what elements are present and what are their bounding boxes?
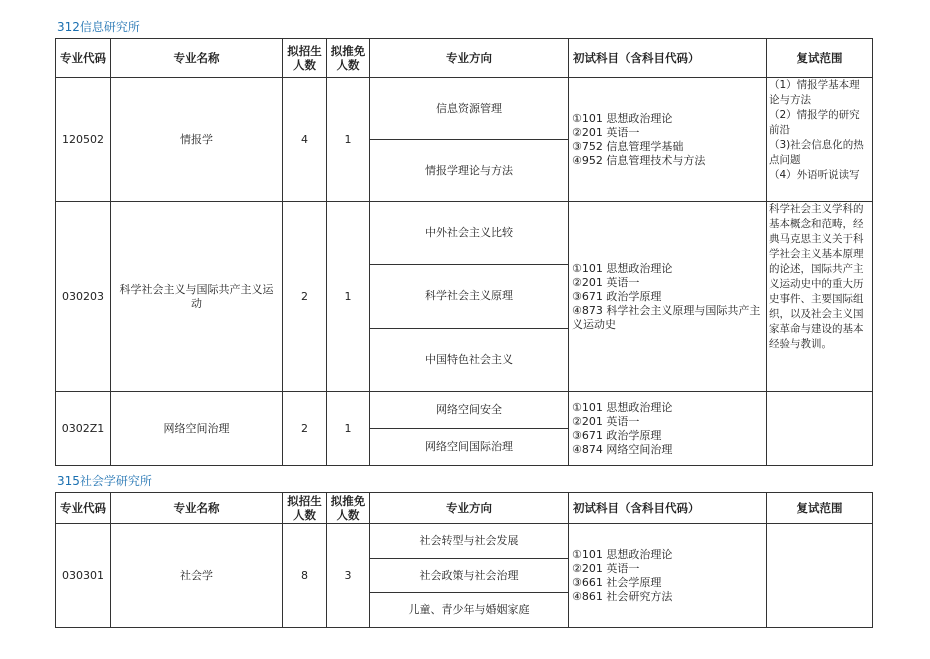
program-code: 030203 — [56, 202, 111, 392]
exam-subjects — [569, 524, 767, 628]
program-name: 科学社会主义与国际共产主义运动 — [111, 202, 283, 392]
program-table — [55, 492, 873, 628]
header-direction: 专业方向 — [370, 39, 569, 78]
direction-item: 中外社会主义比较 — [425, 226, 513, 240]
header-direction: 专业方向 — [370, 493, 569, 524]
program-code: 120502 — [56, 78, 111, 202]
table-row — [56, 78, 873, 202]
exam-subject: ②201 英语一 — [572, 561, 640, 575]
header-plan: 拟招生人数 — [283, 493, 327, 524]
plan-count: 2 — [283, 202, 327, 392]
program-name: 社会学 — [111, 524, 283, 628]
exam-subject: ②201 英语一 — [572, 414, 640, 428]
exam-subject: ④873 科学社会主义原理与国际共产主义运动史 — [572, 303, 761, 331]
retest-scope: （1）情报学基本理论与方法 （2）情报学的研究前沿 （3)社会信息化的热点问题 （4）外语听说读写 — [767, 78, 873, 202]
exam-subjects — [569, 392, 767, 466]
directions-cell — [370, 392, 569, 466]
header-name: 专业名称 — [111, 493, 283, 524]
header-recommend: 拟推免人数 — [327, 39, 370, 78]
retest-scope: 科学社会主义学科的基本概念和范畴，经典马克思主义关于科学社会主义基本原理的论述，国际共产主义运动史中的重大历史事件、主要国际组织，以及社会主义国家革命与建设的基本经验与教训。 — [767, 202, 873, 392]
program-code: 030301 — [56, 524, 111, 628]
header-code: 专业代码 — [56, 39, 111, 78]
exam-subject: ①101 思想政治理论 — [572, 547, 673, 561]
program-code: 0302Z1 — [56, 392, 111, 466]
exam-subject: ④952 信息管理技术与方法 — [572, 153, 706, 167]
header-recommend: 拟推免人数 — [327, 493, 370, 524]
recommend-count: 1 — [327, 202, 370, 392]
header-code: 专业代码 — [56, 493, 111, 524]
exam-subject: ③661 社会学原理 — [572, 575, 662, 589]
exam-subject: ①101 思想政治理论 — [572, 400, 673, 414]
direction-item: 社会政策与社会治理 — [370, 558, 568, 593]
directions-cell — [370, 78, 569, 202]
retest-scope — [767, 392, 873, 466]
plan-count: 8 — [283, 524, 327, 628]
exam-subject: ③752 信息管理学基础 — [572, 139, 684, 153]
directions-cell — [370, 202, 569, 392]
plan-count: 4 — [283, 78, 327, 202]
direction-item: 网络空间国际治理 — [370, 428, 568, 465]
exam-subjects — [569, 202, 767, 392]
exam-subject: ④874 网络空间治理 — [572, 442, 673, 456]
direction-item: 科学社会主义原理 — [370, 264, 568, 327]
recommend-count: 1 — [327, 78, 370, 202]
header-exam: 初试科目（含科目代码） — [569, 39, 767, 78]
program-name: 情报学 — [111, 78, 283, 202]
header-scope: 复试范围 — [767, 39, 873, 78]
exam-subject: ①101 思想政治理论 — [572, 261, 673, 275]
exam-subject: ①101 思想政治理论 — [572, 111, 673, 125]
program-name: 网络空间治理 — [111, 392, 283, 466]
table-row — [56, 524, 873, 628]
direction-item: 社会转型与社会发展 — [419, 533, 519, 547]
exam-subject: ④861 社会研究方法 — [572, 589, 673, 603]
direction-item: 情报学理论与方法 — [370, 139, 568, 201]
header-scope: 复试范围 — [767, 493, 873, 524]
section-title: 312信息研究所 — [57, 20, 140, 34]
exam-subject: ③671 政治学原理 — [572, 289, 662, 303]
plan-count: 2 — [283, 392, 327, 466]
header-name: 专业名称 — [111, 39, 283, 78]
exam-subject: ③671 政治学原理 — [572, 428, 662, 442]
table-row — [56, 392, 873, 466]
exam-subject: ②201 英语一 — [572, 125, 640, 139]
direction-item: 信息资源管理 — [436, 101, 502, 115]
header-row — [56, 493, 873, 524]
recommend-count: 3 — [327, 524, 370, 628]
exam-subject: ②201 英语一 — [572, 275, 640, 289]
program-table — [55, 38, 873, 466]
directions-cell — [370, 524, 569, 628]
header-plan: 拟招生人数 — [283, 39, 327, 78]
header-exam: 初试科目（含科目代码） — [569, 493, 767, 524]
recommend-count: 1 — [327, 392, 370, 466]
exam-subjects — [569, 78, 767, 202]
direction-item: 中国特色社会主义 — [370, 328, 568, 391]
direction-item: 网络空间安全 — [436, 403, 502, 416]
table-row — [56, 202, 873, 392]
header-row — [56, 39, 873, 78]
retest-scope — [767, 524, 873, 628]
direction-item: 儿童、青少年与婚姻家庭 — [370, 592, 568, 627]
section-title: 315社会学研究所 — [57, 474, 152, 488]
